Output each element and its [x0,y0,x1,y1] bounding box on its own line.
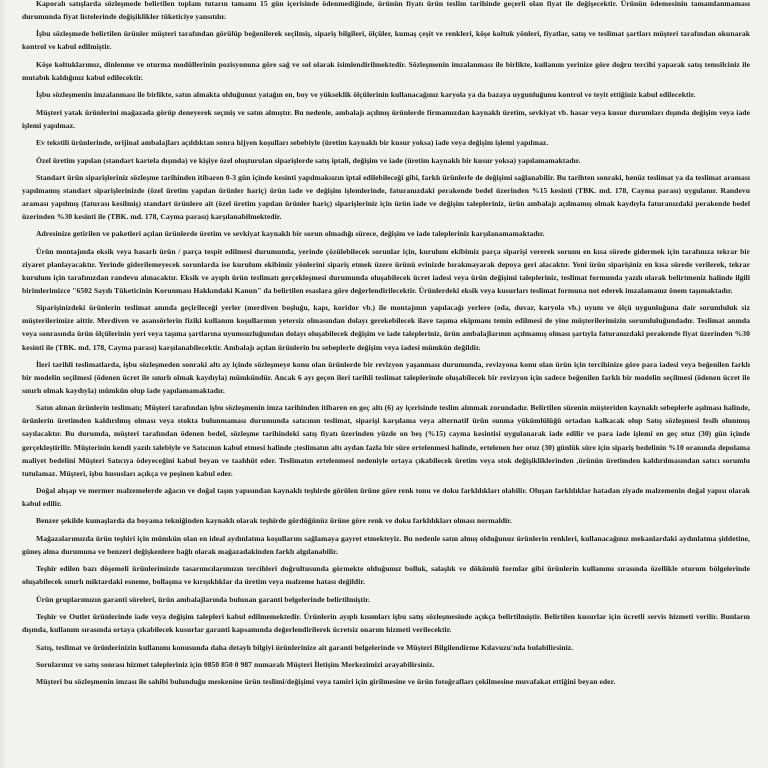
paragraph-cancellation-fees: Standart ürün siparişleriniz sözleşme tarihinden itibaren 0-3 gün içinde kesinti yapılmaksızın iptal edilebileceği gibi, farklı ürünlerle de değişimi sağlanabilir. Bu tarihten sonraki, henüz teslimat ya da teslimat araması yapılmamış standart siparişlerinizde (özel üretim yapılan ürünler hariç) ürün iade ve değişim işlemlerinde, faturanızdaki perakende bedel üzerinden %15 kesinti (TBK. md. 178, Cayma parası) uygulanır. Randevu araması yapılmış (faturası kesilmiş) standart ürünlere ait (özel üretim yapılan ürünler hariç) siparişleriniz için ürün iade ve değişim talepleriniz, ürün ambalajı açılmamış olmak kaydıyla faturanızdaki perakende bedel üzerinden %30 kesinti ile (TBK. md. 178, Cayma parası) karşılanabilmektedir. [22,172,750,222]
paragraph-deposit-payment: Kaporalı satışlarda sözleşmede belirtilen toplam tutarın tamamı 15 gün içerisinde ödenmediğinde, ürünün fiyatı ürün teslim tarihinde geçerli olan fiyat ile değişecektir. Ürünün ödemesinin tamamlanmaması durumunda fiyat listelerinde değişiklikler tüketiciye yansıtılır. [22,0,750,22]
paragraph-home-access-consent: Müşteri bu sözleşmenin imzası ile sahibi bulunduğu meskenine ürün teslimi/değişimi veya tamiri için girilmesine ve ürün fotoğrafları çekilmesine muvafakat ettiğini beyan eder. [36,677,616,687]
paragraph-store-lighting: Mağazalarımızda ürün teşhiri için mümkün olan en ideal aydınlatma koşullarını sağlamaya gayret etmekteyiz. Bu nedenle satın almış olduğunuz ürünlerin renkleri, kullanacağınız mekanlardaki aydınlatma şiddetine, güneş alma durumuna ve benzeri değişkenlere bağlı olarak mağazadakinden farklı algılanabilir. [22,533,750,556]
paragraph-future-deliveries: İleri tarihli teslimatlarda, işbu sözleşmeden sonraki altı ay içinde sözleşmeye konu olan ürünlerde bir revizyon yaşanması durumunda, revizyona konu olan ürün için tercihinize göre para iadesi veya beğenilen farklı bir modelin seçilmesi (ödenen ücret ile sınırlı olmak kaydıyla) mümkündür. Ancak 6 ayı geçen ileri tarihli teslimat taleplerinde oluşabilecek bir revizyon için sadece beğenilen farklı bir modelin seçilmesi (ödenen ücret ile sınırlı olmak kaydıyla) mümkün olup iade yapılamamaktadır. [22,359,750,395]
paragraph-contact-center: Sorularınız ve satış sonrası hizmet talepleriniz için 0850 850 0 987 numaralı Müşteri İletişim Merkezimizi arayabilirsiniz. [36,659,435,669]
paragraph-fabric-colors: Benzer şekilde kumaşlarda da boyama tekniğinden kaynaklı olarak teşhirde gördüğünüz ürüne göre renk ve doku farklılıkları olması normaldir. [36,516,512,526]
paragraph-corner-sofa-direction: Köşe koltuklarımız, dinlenme ve oturma modüllerinin pozisyonuna göre sağ ve sol olarak isimlendirilmektedir. Sözleşmenin imzalanması ile birlikte, kullanım yerinize göre doğru tercihi yaparak satış temsilciniz ile mutabık kaldığınız kabul edilecektir. [22,59,750,82]
paragraph-natural-materials: Doğal ahşap ve mermer malzemelerde ağacın ve doğal taşın yapısından kaynaklı teşhirde görülen ürüne göre renk tonu ve doku farklılıkları olabilir. Oluşan farklılıklar hatadan ziyade malzemenin doğal yapısı olarak kabul edilir. [22,486,750,509]
paragraph-home-textile: Ev tekstili ürünlerinde, orijinal ambalajları açıldıktan sonra hijyen koşulları sebebiyle (üretim kaynaklı bir kusur yoksa) iade veya değişim işlemi yapılmaz. [36,138,549,148]
paragraph-order-confirmation: İşbu sözleşmede belirtilen ürünler müşteri tarafından görülüp beğenilerek seçilmiş, sipariş bilgileri, ölçüler, kumaş çeşit ve renkleri, köşe koltuk yönleri, fiyatlar, satış ve teslimat şartları müşteri tarafından okunarak kontrol ve kabul edilmiştir. [22,29,750,52]
paragraph-warranty-periods: Ürün gruplarımızın garanti süreleri, ürün ambalajlarında bulunan garanti belgelerinde belirtilmiştir. [36,594,370,604]
paragraph-opened-packages: Adresinize getirilen ve paketleri açılan ürünlerde üretim ve sevkiyat kaynaklı bir sorun olmadığı sürece, değişim ve iade talepleriniz karşılanamamaktadır. [36,229,545,239]
paragraph-mattress-returns: Müşteri yatak ürünlerini mağazada görüp deneyerek seçmiş ve satın almıştır. Bu nedenle, ambalajı açılmış ürünlerde firmamızdan kaynaklı üretim, sevkiyat vb. hasar veya kusur durumları dışında değişim veya iade işlemi yapılmaz. [22,107,750,130]
paragraph-delivery-deadline: Satın alınan ürünlerin teslimatı; Müşteri tarafından işbu sözleşmenin imza tarihinden itibaren en geç altı (6) ay içerisinde teslim alınmak zorundadır. Belirtilen sürenin müşteriden kaynaklı sebeplerle aşılması halinde, ürünlerin üretimden kaldırılmış olması veya stokta bulunmaması durumunda satıcının teslimat, siparişi karşılama veya alternatif ürün sunma yükümlülüğü ortadan kalkacak olup Satış sözleşmesi fesih olunmuş sayılacaktır. Bu durumda, müşteri tarafından ödenen bedel, sözleşme tarihindeki satış fiyatı üzerinden yüzde on beş (%15) cayma kesintisi uygulanarak iade edilir ve para iade işlemi en geç otuz (30) gün içinde gerçekleştirilir. Müşterinin kendi yazılı talebiyle ve Satıcının kabul etmesi halinde ;teslimatın altı aydan fazla bir süre ertelenmesi halinde, ertelenen her otuz (30) günlük süre için sipariş bedelinin %10 oranında depolama maliyet bedelini Müşteri Satıcıya ödeyeceğini kabul beyan ve taahhüt eder. Teslimatın ertelenmesi nedeniyle ortaya çıkabilecek üretim veya stok değişikliklerinden ,ürünün üretimden kaldırılmasından satıcı sorumlu tutulamaz. Müşteri, işbu hususları açıkça ve peşinen kabul eder. [22,403,750,478]
paragraph-more-info: Satış, teslimat ve ürünlerinizin kullanımı konusunda daha detaylı bilgiyi ürünlerinize ait garanti belgelerinde ve Müşteri Bilgilendirme Kılavuzu'nda bulabilirsiniz. [36,642,574,652]
paragraph-upholstery-forms: Teşhir edilen bazı döşemeli ürünlerimizde tasarımcılarımızın tercihleri doğrultusunda görmekte olduğunuz bolluk, salaşlık ve dökümlü formlar gibi ürünlerin kullanımı sırasında özellikle oturum bölgelerinde oluşabilecek sınırlı miktardaki esneme, bollaşma ve kırışıklıklar da üretim veya malzeme hatası değildir. [22,564,750,587]
scan-edge-shadow [0,0,6,768]
paragraph-outlet-products: Teşhir ve Outlet ürünlerinde iade veya değişim talepleri kabul edilmemektedir. Ürünlerin ayıplı kısımları işbu satış sözleşmesinde açıkça belirtilmiştir. Belirtilen kusurlar için ücretli servis hizmeti verilir. Bunların dışında, kullanım sırasında ortaya çıkabilecek kusurlar garanti kapsamında değerlendirilerek ücretsiz onarım hizmeti verilecektir. [22,612,750,635]
paragraph-assembly-defects: Ürün montajında eksik veya hasarlı ürün / parça tespit edilmesi durumunda, yerinde çözülebilecek sorunlar için, kurulum ekibimiz parça siparişi vererek sorunu en kısa sürede gidermek için tarafınıza tekrar bir ziyaret planlayacaktır. Yerinde giderilemeyecek sorunlarda ise kurulum ekibimiz yönlerini sipariş etmek üzere ürünü evinizde bırakmayarak depoya geri alacaktır. Yeni ürün siparişiniz en kısa sürede verilerek, tekrar kurulum için tarafınızdan randevu alınacaktır. Eksik ve ayıplı ürün teslimatı gerçekleşmesi durumunda oluşabilecek ücret iadesi veya ürün değişimi talepleriniz, teslimat formunda yazılı olarak belirtmeniz halinde ilgili birimlerimizce "6502 Sayılı Tüketicinin Korunması Hakkındaki Kanun" da belirtilen esaslara göre değerlendirilecektir. Ürünlerdeki eksik veya kusurları teslimat formuna not ederek imzalamanız önem taşımaktadır. [22,246,750,295]
paragraph-delivery-space: Siparişinizdeki ürünlerin teslimat anında geçirileceği yerler (merdiven boşluğu, kapı, koridor vb.) ile montajının yapılacağı yerlere (oda, duvar, karyola vb.) uyum ve ölçü uygunluğuna dair sorumluluk siz müşterilerimize aittir. Merdiven ve asansörlerin fiziki kullanım koşullarının yetersiz olmasından dolayı gerekebilecek ilave taşıma ekipmanı temin edilmesi de yine müşterilerimizin sorumluluğundadır. Teslimat anında veya sonrasında ürün ölçülerinin yeri veya taşıma şartlarına uyumsuzluğundan dolayı oluşabilecek değişim ve iade talepleriniz, ürün ambalajlarının açılmamış olması şartıyla faturanızdaki perakende fiyat üzerinden %30 kesinti ile (TBK. md. 178, Cayma parası) karşılanabilecektir. Ambalajı açılan ürünlerin bu sebeplerle değişim veya iadesi mümkün değildir. [22,303,750,352]
paragraph-mattress-size: İşbu sözleşmenin imzalanması ile birlikte, satın almakta olduğunuz yatağın en, boy ve yükseklik ölçülerinin kullanacağınız karyola ya da bazaya uygunluğunu kontrol ve teyit ettiğiniz kabul edilecektir. [36,90,696,100]
paragraph-custom-orders: Özel üretim yapılan (standart kartela dışında) ve kişiye özel oluşturulan siparişlerde satış iptali, değişim ve iade (üretim kaynaklı bir kusur yoksa) yapılamamaktadır. [36,155,581,165]
contract-terms [22,0,750,693]
